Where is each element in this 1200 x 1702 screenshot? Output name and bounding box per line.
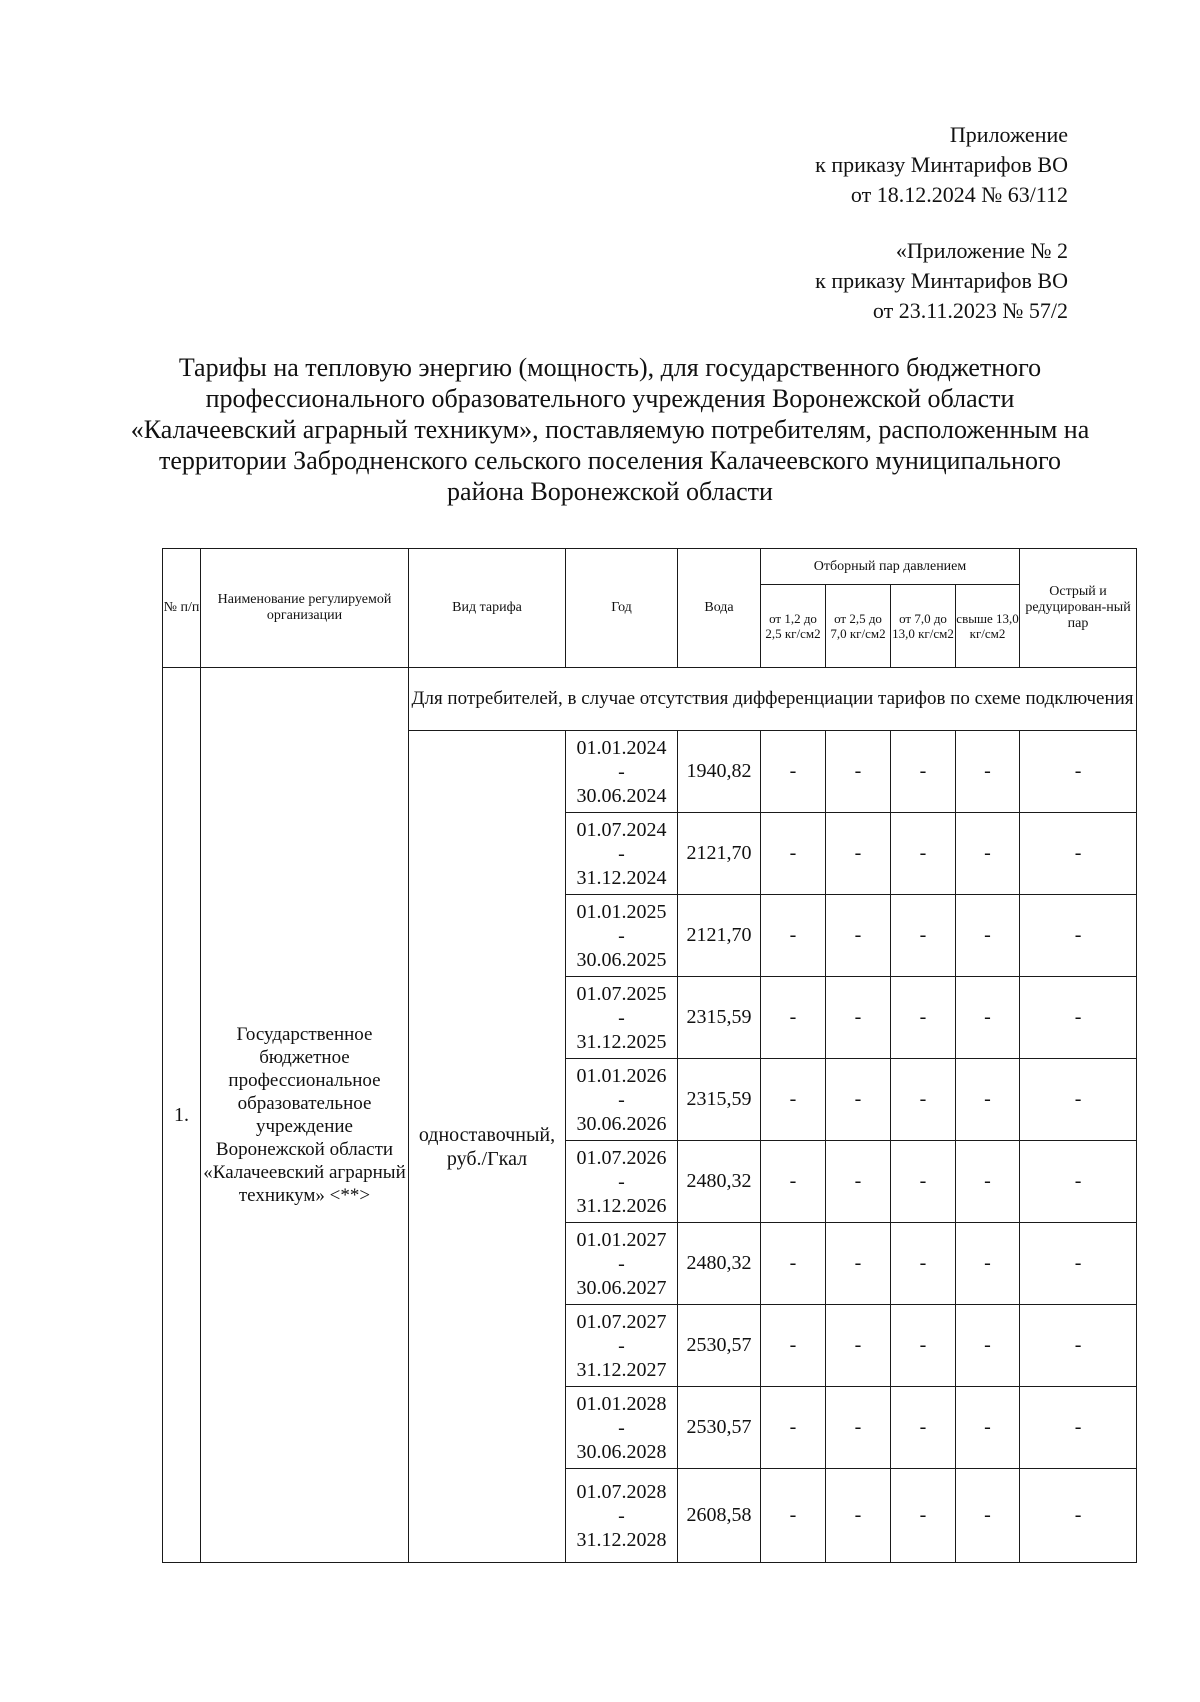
steam-1-value: - (761, 1059, 826, 1141)
steam-3-value: - (891, 813, 956, 895)
water-tariff: 2121,70 (678, 895, 761, 977)
period-cell (566, 1469, 678, 1563)
period-to: 30.06.2024 (576, 784, 667, 807)
header-steam-1: от 1,2 до 2,5 кг/см2 (761, 585, 826, 668)
steam-4-value: - (956, 1141, 1020, 1223)
steam-2-value: - (826, 1223, 891, 1305)
organization-name: Государственное бюджетное профессиональное образовательное учреждение Воронежской области «Калачеевский аграрный техникум» <**> (201, 668, 409, 1563)
period-to: 30.06.2027 (576, 1276, 667, 1299)
prior-appendix-header (815, 236, 1068, 326)
steam-3-value: - (891, 1469, 956, 1563)
sharp-steam-value: - (1020, 977, 1137, 1059)
sharp-steam-value: - (1020, 1141, 1137, 1223)
period-separator: - (618, 1252, 625, 1275)
period-to: 31.12.2025 (576, 1030, 667, 1053)
period-to: 31.12.2026 (576, 1194, 667, 1217)
steam-4-value: - (956, 813, 1020, 895)
period-to: 31.12.2027 (576, 1358, 667, 1381)
water-tariff: 2480,32 (678, 1223, 761, 1305)
header-steam-4: свыше 13,0 кг/см2 (956, 585, 1020, 668)
period-cell (566, 1387, 678, 1469)
sharp-steam-value: - (1020, 813, 1137, 895)
steam-2-value: - (826, 813, 891, 895)
period-cell (566, 1223, 678, 1305)
steam-2-value: - (826, 1141, 891, 1223)
steam-1-value: - (761, 1141, 826, 1223)
sharp-steam-value: - (1020, 1223, 1137, 1305)
steam-1-value: - (761, 731, 826, 813)
steam-3-value: - (891, 895, 956, 977)
water-tariff: 2530,57 (678, 1387, 761, 1469)
steam-2-value: - (826, 731, 891, 813)
steam-1-value: - (761, 813, 826, 895)
period-separator: - (618, 1334, 625, 1357)
steam-1-value: - (761, 1223, 826, 1305)
header-steam-group: Отборный пар давлением (761, 549, 1020, 585)
period-separator: - (618, 1006, 625, 1029)
steam-3-value: - (891, 1223, 956, 1305)
water-tariff: 2480,32 (678, 1141, 761, 1223)
sharp-steam-value: - (1020, 1305, 1137, 1387)
steam-2-value: - (826, 1469, 891, 1563)
period-cell (566, 1305, 678, 1387)
period-cell (566, 813, 678, 895)
period-cell (566, 895, 678, 977)
water-tariff: 2315,59 (678, 977, 761, 1059)
water-tariff: 1940,82 (678, 731, 761, 813)
period-from: 01.01.2028 (576, 1392, 667, 1415)
steam-4-value: - (956, 1059, 1020, 1141)
water-tariff: 2121,70 (678, 813, 761, 895)
period-separator: - (618, 924, 625, 947)
header-sharp-steam: Острый и редуцирован-ный пар (1020, 549, 1137, 668)
period-cell (566, 1059, 678, 1141)
steam-4-value: - (956, 1469, 1020, 1563)
steam-4-value: - (956, 731, 1020, 813)
steam-4-value: - (956, 1305, 1020, 1387)
period-from: 01.01.2027 (576, 1228, 667, 1251)
period-to: 31.12.2024 (576, 866, 667, 889)
steam-1-value: - (761, 1305, 826, 1387)
sharp-steam-value: - (1020, 895, 1137, 977)
steam-3-value: - (891, 1387, 956, 1469)
tariff-table (162, 548, 1137, 1563)
consumer-subheading: Для потребителей, в случае отсутствия дифференциации тарифов по схеме подключения (409, 668, 1137, 731)
period-from: 01.07.2027 (576, 1310, 667, 1333)
steam-2-value: - (826, 1305, 891, 1387)
sharp-steam-value: - (1020, 1469, 1137, 1563)
steam-2-value: - (826, 1059, 891, 1141)
steam-3-value: - (891, 1305, 956, 1387)
sharp-steam-value: - (1020, 731, 1137, 813)
header-steam-2: от 2,5 до 7,0 кг/см2 (826, 585, 891, 668)
appendix-header (815, 120, 1068, 210)
period-from: 01.07.2028 (576, 1480, 667, 1503)
appendix-line: к приказу Минтарифов ВО (815, 152, 1068, 177)
period-cell (566, 977, 678, 1059)
steam-4-value: - (956, 1387, 1020, 1469)
period-to: 31.12.2028 (576, 1528, 667, 1551)
document-title: Тарифы на тепловую энергию (мощность), для государственного бюджетного профессионального образовательного учреждения Воронежской области «Калачеевский аграрный техникум», поставляемую потребителям, расположенным на территории Забродненского сельского поселения Калачеевского муниципального района Воронежской области (130, 353, 1090, 506)
period-from: 01.01.2026 (576, 1064, 667, 1087)
period-separator: - (618, 1416, 625, 1439)
steam-3-value: - (891, 731, 956, 813)
period-from: 01.01.2024 (576, 736, 667, 759)
period-cell (566, 1141, 678, 1223)
row-number: 1. (163, 668, 201, 1563)
prior-appendix-line: «Приложение № 2 (895, 238, 1068, 263)
period-from: 01.07.2024 (576, 818, 667, 841)
steam-2-value: - (826, 977, 891, 1059)
sharp-steam-value: - (1020, 1387, 1137, 1469)
period-from: 01.01.2025 (576, 900, 667, 923)
sharp-steam-value: - (1020, 1059, 1137, 1141)
tariff-type: одноставочный, руб./Гкал (409, 731, 566, 1563)
period-cell (566, 731, 678, 813)
header-year: Год (566, 549, 678, 668)
period-from: 01.07.2026 (576, 1146, 667, 1169)
period-to: 30.06.2025 (576, 948, 667, 971)
period-separator: - (618, 842, 625, 865)
period-from: 01.07.2025 (576, 982, 667, 1005)
steam-3-value: - (891, 1141, 956, 1223)
steam-1-value: - (761, 1387, 826, 1469)
header-org: Наименование регулируемой организации (201, 549, 409, 668)
steam-4-value: - (956, 1223, 1020, 1305)
water-tariff: 2530,57 (678, 1305, 761, 1387)
period-to: 30.06.2026 (576, 1112, 667, 1135)
steam-1-value: - (761, 895, 826, 977)
water-tariff: 2608,58 (678, 1469, 761, 1563)
steam-1-value: - (761, 977, 826, 1059)
period-to: 30.06.2028 (576, 1440, 667, 1463)
steam-2-value: - (826, 1387, 891, 1469)
period-separator: - (618, 1088, 625, 1111)
header-steam-3: от 7,0 до 13,0 кг/см2 (891, 585, 956, 668)
steam-3-value: - (891, 1059, 956, 1141)
steam-3-value: - (891, 977, 956, 1059)
period-separator: - (618, 1170, 625, 1193)
header-tariff-type: Вид тарифа (409, 549, 566, 668)
steam-1-value: - (761, 1469, 826, 1563)
header-water: Вода (678, 549, 761, 668)
steam-4-value: - (956, 895, 1020, 977)
water-tariff: 2315,59 (678, 1059, 761, 1141)
steam-4-value: - (956, 977, 1020, 1059)
appendix-line: Приложение (949, 122, 1068, 147)
header-num: № п/п (163, 549, 201, 668)
steam-2-value: - (826, 895, 891, 977)
period-separator: - (618, 760, 625, 783)
period-separator: - (618, 1504, 625, 1527)
prior-appendix-line: к приказу Минтарифов ВО (815, 268, 1068, 293)
appendix-line: от 18.12.2024 № 63/112 (850, 182, 1068, 207)
prior-appendix-line: от 23.11.2023 № 57/2 (872, 298, 1068, 323)
